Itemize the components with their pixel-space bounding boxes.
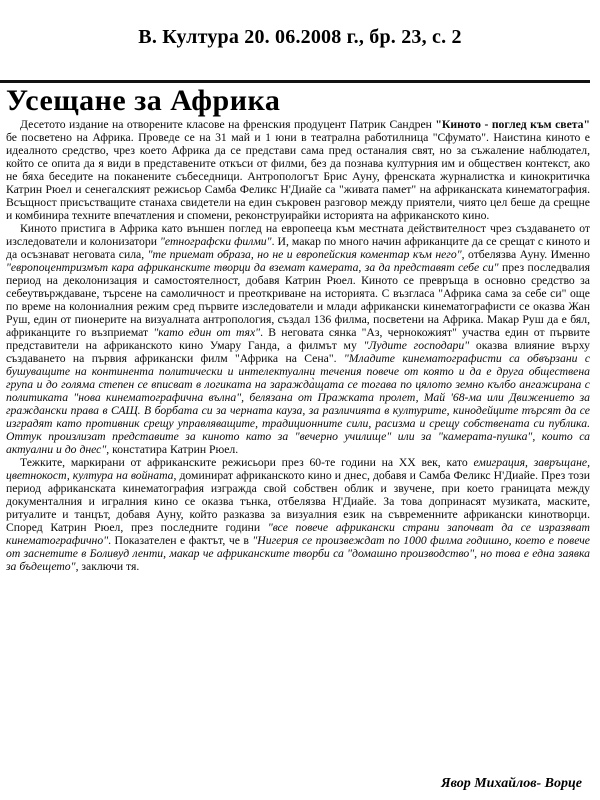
article-paragraph xyxy=(6,222,590,456)
paragraph-text: Десетото издание на отворените класове на френския продуцент Патрик Сандрен xyxy=(20,118,436,131)
quote-text: "европоцентризмът кара африканските творци да вземат камерата, за да представят себе си" xyxy=(6,261,499,274)
paragraph-text: , констатира Катрин Рюел. xyxy=(106,443,239,456)
paragraph-text: Тежките, маркирани от африканските режисьори през 60-те години на ХХ век, като xyxy=(20,456,474,469)
quote-text: "Младите кинематографисти са обвързани с бушуващите на континента политически и интелектуални течения повече от която и да е друга обществена група и до голяма степен се вписват в логиката на заражда̀щата се тогава по цялото земно кълбо ангажирана с политиката "нова кинематографична вълна", белязана от Пражката пролет, Май '68-ма или Движението за граждански права в САЩ. В борбата си за черната кауза, за различията в културите, кинодейците търсят да се изградят като противник срещу управляващите, традиционните сили, расизма и срещу собствената си публика. Оттук произлизат представите за киното като за "вечерно училище" или за "камерата-пушка", които са актуални и до днес" xyxy=(6,352,590,456)
quote-text: "те приемат образа, но не и европейския коментар към него" xyxy=(147,248,462,261)
newspaper-header: В. Култура 20. 06.2008 г., бр. 23, с. 2 xyxy=(138,26,462,48)
paragraph-text: през последвалия период на деколонизация и самостоятелност, добавя Катрин Рюел. Киното се превръща в основно средство за себеутвърждаване, търсене на самоличност и преоткриване на историята. С възгласа "Африка сама за себе си" още по време на колониалния режим сред първите изследователи и млади африкански кинематографисти се оказва Жан Руш, един от пионерите на визуалната антропология, създал 136 филма, посветени на Африка. Макар Руш да е бял, африканците го възприемат xyxy=(6,261,590,339)
quote-text: "като един от тях" xyxy=(153,326,261,339)
paragraph-text: , заключи тя. xyxy=(75,560,140,573)
quote-text: "Лудите господари" xyxy=(363,339,470,352)
quote-text: "етнографски филми" xyxy=(160,235,272,248)
article-body xyxy=(6,118,590,768)
paragraph-text: Киното пристига в Африка като външен поглед на европееца към местната действителност чрез създаването от изследователи и колонизатори xyxy=(6,222,590,248)
header-rule xyxy=(0,80,590,83)
author-byline: Явор Михайлов- Ворцe xyxy=(441,776,582,791)
quote-text: "все повече африкански страни започват да се изразяват кинематографично" xyxy=(6,521,590,547)
paragraph-text: . В неговата сянка "Аз, чернокожият" участва един от първите представители на африканското кино Умару Ганда, а филмът му xyxy=(6,326,590,352)
article-paragraph xyxy=(6,118,590,222)
paragraph-text: . И, макар по много начин африканците да се срещат с киното и да осъзнават неговата сила, xyxy=(6,235,590,261)
paragraph-text: . Показателен е фактът, че в xyxy=(108,534,253,547)
quote-text: емиграция, завръщане, цветнокост, култура на войната xyxy=(6,456,590,482)
paragraph-text: оказва влияние върху създаването на първия африкански филм "Африка на Сена". xyxy=(6,339,590,365)
film-title: "Киното - поглед към света" xyxy=(435,118,590,131)
paragraph-text: , доминират африканското кино и днес, добавя и Самба Феликс Н'Диайе. През този период африканската кинематография изгражда свой собствен облик и звучене, при което границата между документалния и игралния кино се оказва тънка, отбелязва Н'Диайе. За това допринасят музиката, маските, ритуалите и танцът, добавя Ауну, който разказва за визуалния език на съвременните африкански кинотворци. Според Катрин Рюел, през последните години xyxy=(6,469,590,534)
article-title: Усещане за Африка xyxy=(6,84,281,117)
paragraph-text: , отбелязва Ауну. Именно xyxy=(461,248,590,261)
quote-text: "Нигерия се произвеждат по 1000 филма годишно, което е повече от заснетите в Боливуд ленти, макар че африканските творби са "домашно производство", но това е една заявка за бъдещето" xyxy=(6,534,590,573)
article-paragraph xyxy=(6,456,590,573)
paragraph-text: бе посветено на Африка. Проведе се на 31 май и 1 юни в театрална работилница "Сфумато". Наистина киното е идеалното средство, чрез което Африка да се представи сама пред останалия свят, но за съжаление наблюдател, който се опита да я види в представените откъси от филми, без да познава културния им и обществен контекст, ако не бяха беседите на поканените събеседници. Антропологът Брис Ауну, френската журналистка и кинокритичка Катрин Рюел и сенегалският режисьор Самба Феликс Н'Диайе са "живата памет" на африканската кинематография. Всъщност присъстващите станаха свидетели на един съкровен разговор между приятели, чиято цел беше да срещне и комбинира техните впечатления и спомени, реконструирайки историята на африканското кино. xyxy=(6,131,590,222)
